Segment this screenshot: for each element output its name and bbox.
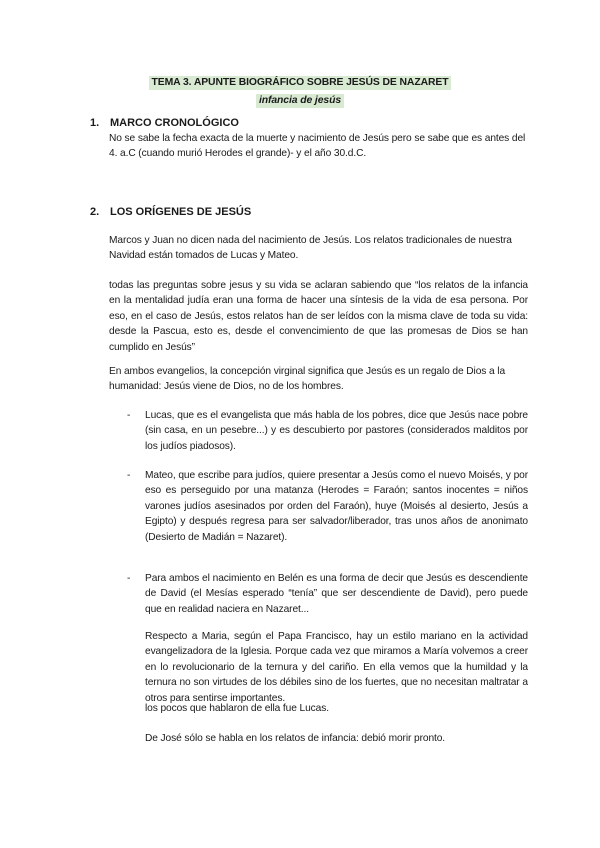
- bullet-marker: -: [127, 573, 131, 584]
- paragraph-origins: Marcos y Juan no dicen nada del nacimiento de Jesús. Los relatos tradicionales de nuestra Navidad están tomados de Lucas y Mateo.: [109, 235, 512, 262]
- document-subtitle: infancia de jesús: [256, 94, 344, 108]
- section-1-number: 1.: [90, 117, 100, 129]
- title-block: [0, 72, 600, 108]
- paragraph-jose: De José sólo se habla en los relatos de infancia: debió morir pronto.: [145, 733, 446, 744]
- bullet-belen: Para ambos el nacimiento en Belén es una forma de decir que Jesús es descendiente de David (el Mesías esperado “tenía” que ser descendiente de David), pero puede que en realidad naciera en Nazaret...: [145, 573, 528, 615]
- bullet-lucas: Lucas, que es el evangelista que más habla de los pobres, dice que Jesús nace pobre (sin casa, en un pesebre...) y es descubierto por pastores (considerados malditos por los judíos piadosos).: [145, 410, 528, 452]
- paragraph-lucas-note: los pocos que hablaron de ella fue Lucas.: [145, 703, 329, 714]
- section-2-heading: [90, 205, 251, 220]
- section-1-title: MARCO CRONOLÓGICO: [110, 117, 239, 129]
- paragraph-virginal-conception: En ambos evangelios, la concepción virginal significa que Jesús es un regalo de Dios a la humanidad: Jesús viene de Dios, no de los hombres.: [109, 366, 506, 393]
- paragraph-infancy-narratives: todas las preguntas sobre jesus y su vida se aclaran sabiendo que “los relatos de la infancia en la mentalidad judía eran una forma de hacer una síntesis de la vida de esa persona. Por eso, en el caso de Jesús, estos relatos han de ser leídos con la misma clave de toda su vida: desde la Pascua, esto es, desde el convencimiento de que las promesas de Dios se han cumplido en Jesús”: [109, 280, 528, 353]
- section-1-paragraph: No se sabe la fecha exacta de la muerte y nacimiento de Jesús pero se sabe que es antes del 4. a.C (cuando murió Herodes el grande)- y el año 30.d.C.: [109, 133, 526, 160]
- document-title: TEMA 3. APUNTE BIOGRÁFICO SOBRE JESÚS DE NAZARET: [149, 76, 452, 90]
- bullet-marker: -: [127, 410, 131, 421]
- paragraph-maria: Respecto a Maria, según el Papa Francisco, hay un estilo mariano en la actividad evangelizadora de la Iglesia. Porque cada vez que miramos a María volvemos a creer en lo revolucionario de la ternura y del cariño. En ella vemos que la humildad y la ternura no son virtudes de los débiles sino de los fuertes, que no necesitan maltratar a otros para sentirse importantes.: [145, 631, 528, 704]
- section-1-heading: [90, 116, 239, 131]
- section-2-number: 2.: [90, 206, 100, 218]
- section-2-title: LOS ORÍGENES DE JESÚS: [110, 206, 252, 218]
- bullet-mateo: Mateo, que escribe para judíos, quiere presentar a Jesús como el nuevo Moisés, y por eso es perseguido por una matanza (Herodes = Faraón; santos inocentes = niños varones judíos asesinados por orden del Faraón), huye (Moisés al desierto, Jesús a Egipto) y después regresa para ser salvador/liberador, tras unos años de anonimato (Desierto de Madián = Nazaret).: [145, 470, 528, 543]
- bullet-marker: -: [127, 470, 131, 481]
